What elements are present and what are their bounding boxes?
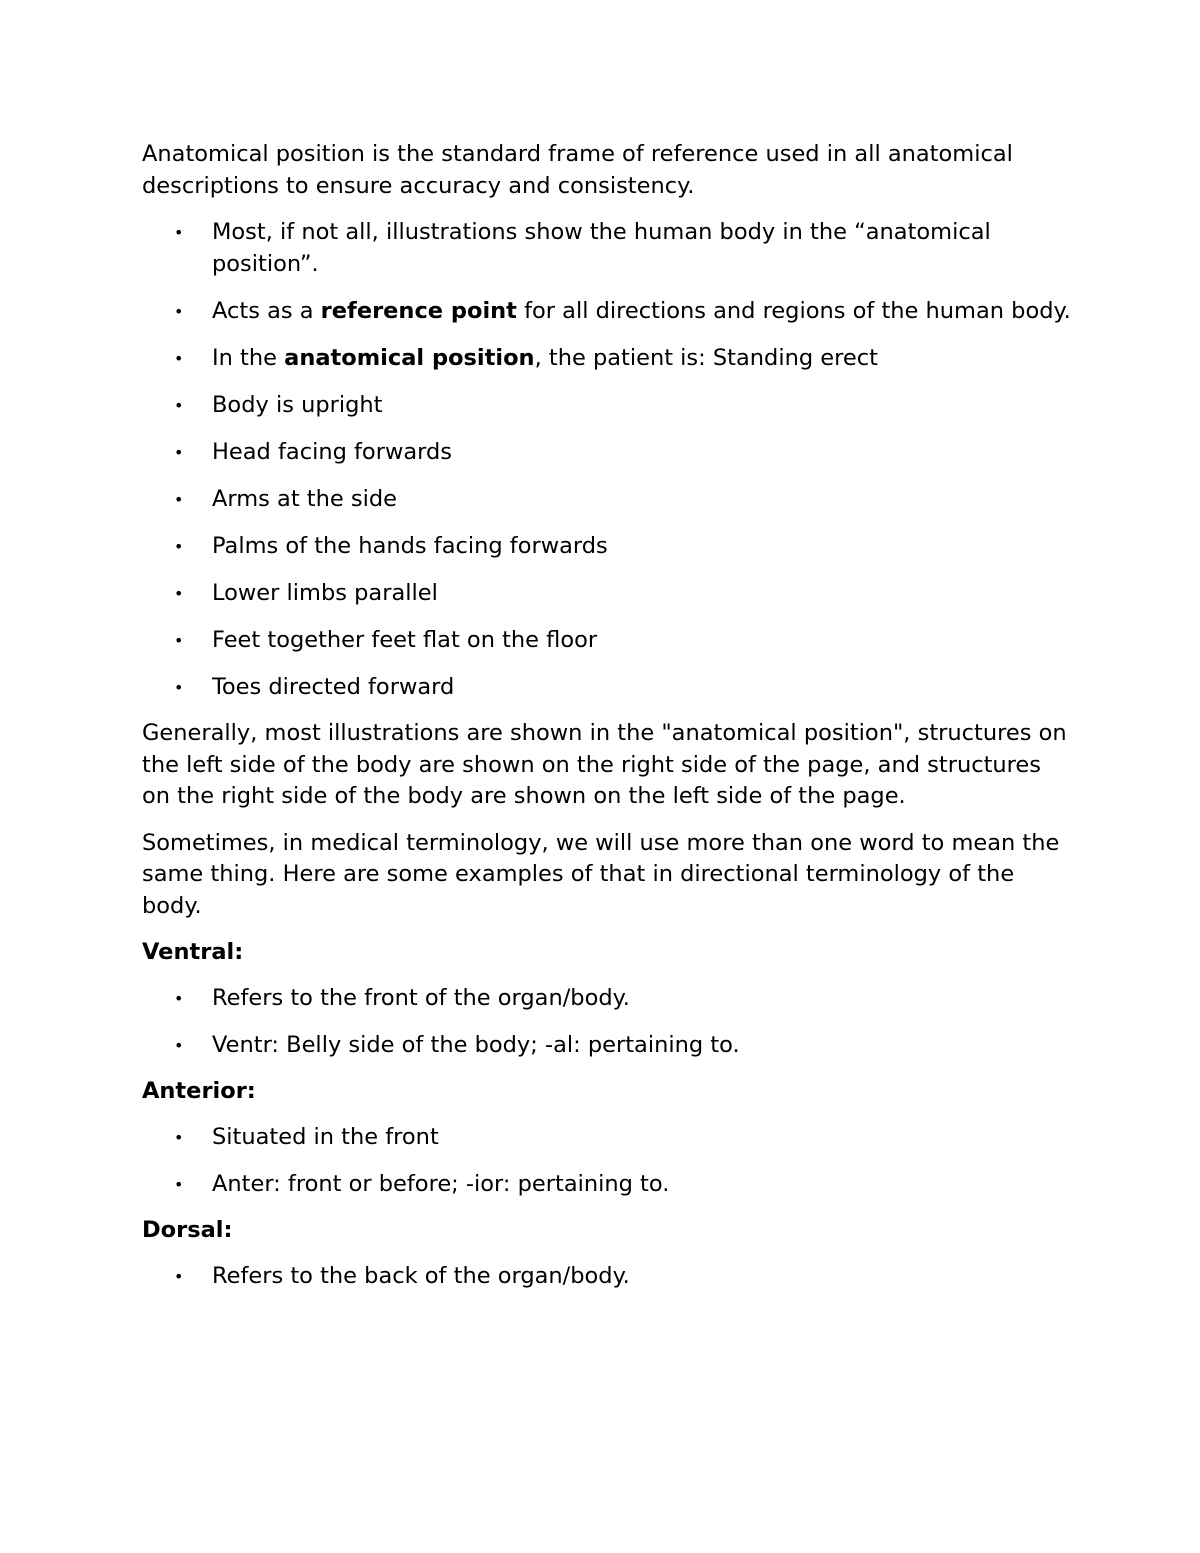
bullet-icon: • (174, 630, 184, 650)
ventral-list (142, 983, 1072, 1062)
anterior-list (142, 1122, 1072, 1201)
list-item-text: Head facing forwards (212, 438, 452, 465)
dorsal-list (142, 1261, 1072, 1293)
bullet-icon: • (174, 1127, 184, 1147)
bullet-icon: • (174, 395, 184, 415)
list-item-text: Lower limbs parallel (212, 579, 438, 606)
bullet-icon: • (174, 489, 184, 509)
list-item (142, 343, 1072, 375)
bullet-icon: • (174, 301, 184, 321)
terminology-paragraph: Sometimes, in medical terminology, we will use more than one word to mean the same thing. Here are some examples of that in directional terminology of the body. (142, 829, 1060, 919)
dorsal-heading: Dorsal: (142, 1217, 233, 1243)
list-item-text (212, 345, 878, 371)
anterior-heading: Anterior: (142, 1078, 256, 1104)
text-run: for all directions and regions of the human body. (516, 297, 1071, 324)
list-item (142, 1261, 1072, 1293)
list-item-text: Situated in the front (212, 1123, 439, 1150)
list-item (142, 1169, 1072, 1201)
bullet-icon: • (174, 1174, 184, 1194)
bullet-icon: • (174, 223, 184, 242)
document-page (142, 139, 1072, 1307)
text-run: Acts as a (212, 297, 321, 324)
list-item (142, 217, 1072, 280)
bold-term: reference point (320, 297, 517, 324)
bold-term: anatomical position (284, 344, 535, 371)
list-item-text: Anter: front or before; -ior: pertaining to. (212, 1170, 670, 1197)
list-item (142, 578, 1072, 610)
list-item (142, 437, 1072, 469)
text-run: In the (212, 344, 285, 371)
list-item-text: Ventr: Belly side of the body; -al: pertaining to. (212, 1031, 740, 1058)
list-item-text: Refers to the front of the organ/body. (212, 984, 630, 1011)
list-item-text: Refers to the back of the organ/body. (212, 1262, 630, 1289)
list-item (142, 1030, 1072, 1062)
bullet-icon: • (174, 442, 184, 462)
list-item-text: Body is upright (212, 391, 383, 418)
text-run: , the patient is: Standing erect (534, 344, 878, 371)
list-item (142, 531, 1072, 563)
list-item-text: Arms at the side (212, 485, 397, 512)
list-item (142, 390, 1072, 422)
list-item-text: Most, if not all, illustrations show the human body in the “anatomical position”. (212, 219, 991, 277)
bullet-icon: • (174, 1035, 184, 1055)
intro-paragraph: Anatomical position is the standard frame of reference used in all anatomical descriptions to ensure accuracy and consistency. (142, 141, 1013, 199)
list-item (142, 625, 1072, 657)
bullet-icon: • (174, 348, 184, 368)
list-item-text (212, 298, 1071, 324)
list-item (142, 983, 1072, 1015)
illustration-convention-paragraph: Generally, most illustrations are shown in the "anatomical position", structures on the left side of the body are shown on the right side of the page, and structures on the right side of the body are shown on the left side of the page. (142, 720, 1067, 809)
list-item (142, 672, 1072, 704)
bullet-icon: • (174, 536, 184, 556)
bullet-icon: • (174, 583, 184, 603)
ventral-heading: Ventral: (142, 939, 244, 965)
list-item (142, 296, 1072, 328)
anatomical-position-list (142, 217, 1072, 703)
list-item-text: Toes directed forward (212, 673, 455, 700)
bullet-icon: • (174, 988, 184, 1008)
list-item-text: Palms of the hands facing forwards (212, 532, 608, 559)
list-item-text: Feet together feet flat on the floor (212, 626, 598, 653)
list-item (142, 1122, 1072, 1154)
bullet-icon: • (174, 1266, 184, 1286)
bullet-icon: • (174, 677, 184, 697)
list-item (142, 484, 1072, 516)
